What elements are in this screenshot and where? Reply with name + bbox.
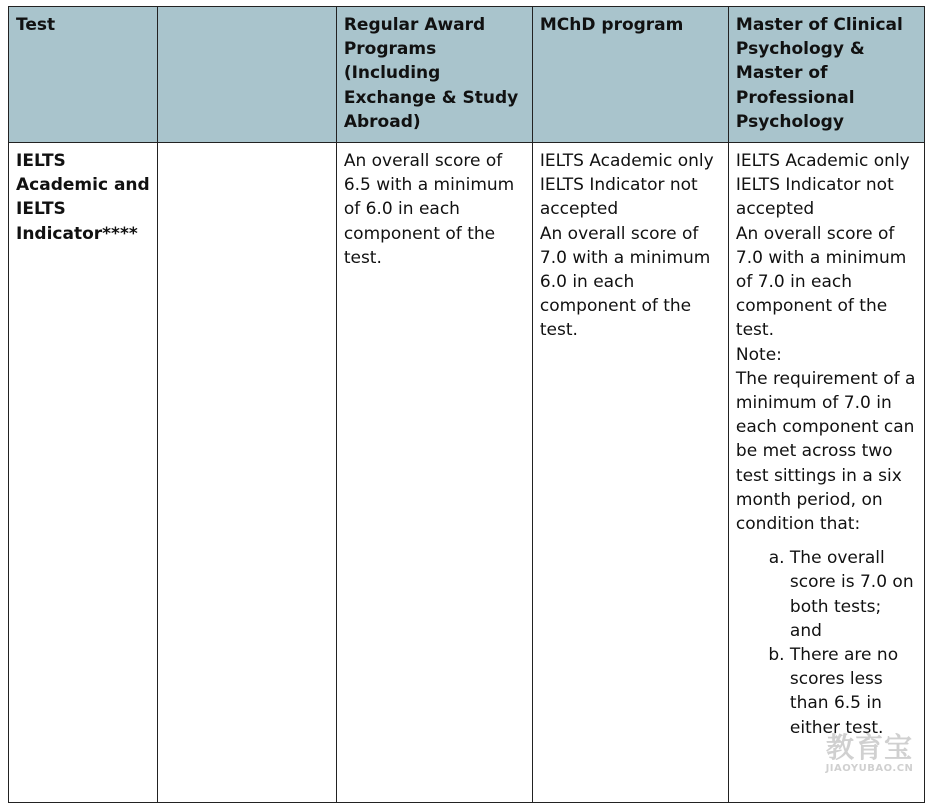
clinical-note-text: The requirement of a minimum of 7.0 in each component can be met across two test sittings in a six month period, on condition that:: [735, 368, 916, 535]
mchd-academic-only: IELTS Academic only: [539, 151, 714, 171]
conditions-list: [736, 546, 918, 740]
header-test: Test: [9, 7, 158, 143]
watermark-cn: 教育宝: [31, 328, 119, 361]
mchd-score-requirement: An overall score of 7.0 with a minimum 6.0 in each component of the test.: [539, 223, 711, 341]
clinical-requirement-cell: [728, 143, 924, 803]
row-blank-cell: [158, 143, 337, 803]
header-row: [9, 7, 925, 143]
clinical-score-requirement: An overall score of 7.0 with a minimum of 7.0 in each component of the test.: [735, 223, 907, 341]
mchd-indicator-not-accepted: IELTS Indicator not accepted: [539, 175, 698, 220]
header-clinical-psychology: Master of Clinical Psychology & Master of Professional Psychology: [728, 7, 924, 143]
mchd-requirement-cell: [532, 143, 728, 803]
condition-item: a. The overall score is 7.0 on both tests; and: [790, 546, 918, 643]
regular-requirement-text: An overall score of 6.5 with a minimum of 6.0 in each component of the test.: [343, 151, 515, 268]
condition-item: b. There are no scores less than 6.5 in either test.: [790, 643, 918, 740]
regular-requirement-cell: [336, 143, 532, 803]
header-mchd: MChD program: [532, 7, 728, 143]
clinical-note-label: Note:: [735, 344, 782, 365]
ielts-label-text: IELTS Academic and IELTS Indicator****: [16, 151, 150, 244]
watermark-domain: JIAOYUBAO.CN: [31, 360, 120, 371]
watermark-domain: JIAOYUBAO.CN: [825, 763, 914, 774]
header-regular-award: Regular Award Programs (Including Exchange & Study Abroad): [336, 7, 532, 143]
row-label-ielts: [9, 143, 158, 803]
ielts-row: [9, 143, 925, 803]
requirements-table: [8, 6, 925, 803]
clinical-indicator-not-accepted: IELTS Indicator not accepted: [735, 175, 894, 220]
header-blank: [158, 7, 337, 143]
clinical-academic-only: IELTS Academic only: [735, 151, 910, 171]
watermark-cn: 教育宝: [825, 731, 913, 764]
